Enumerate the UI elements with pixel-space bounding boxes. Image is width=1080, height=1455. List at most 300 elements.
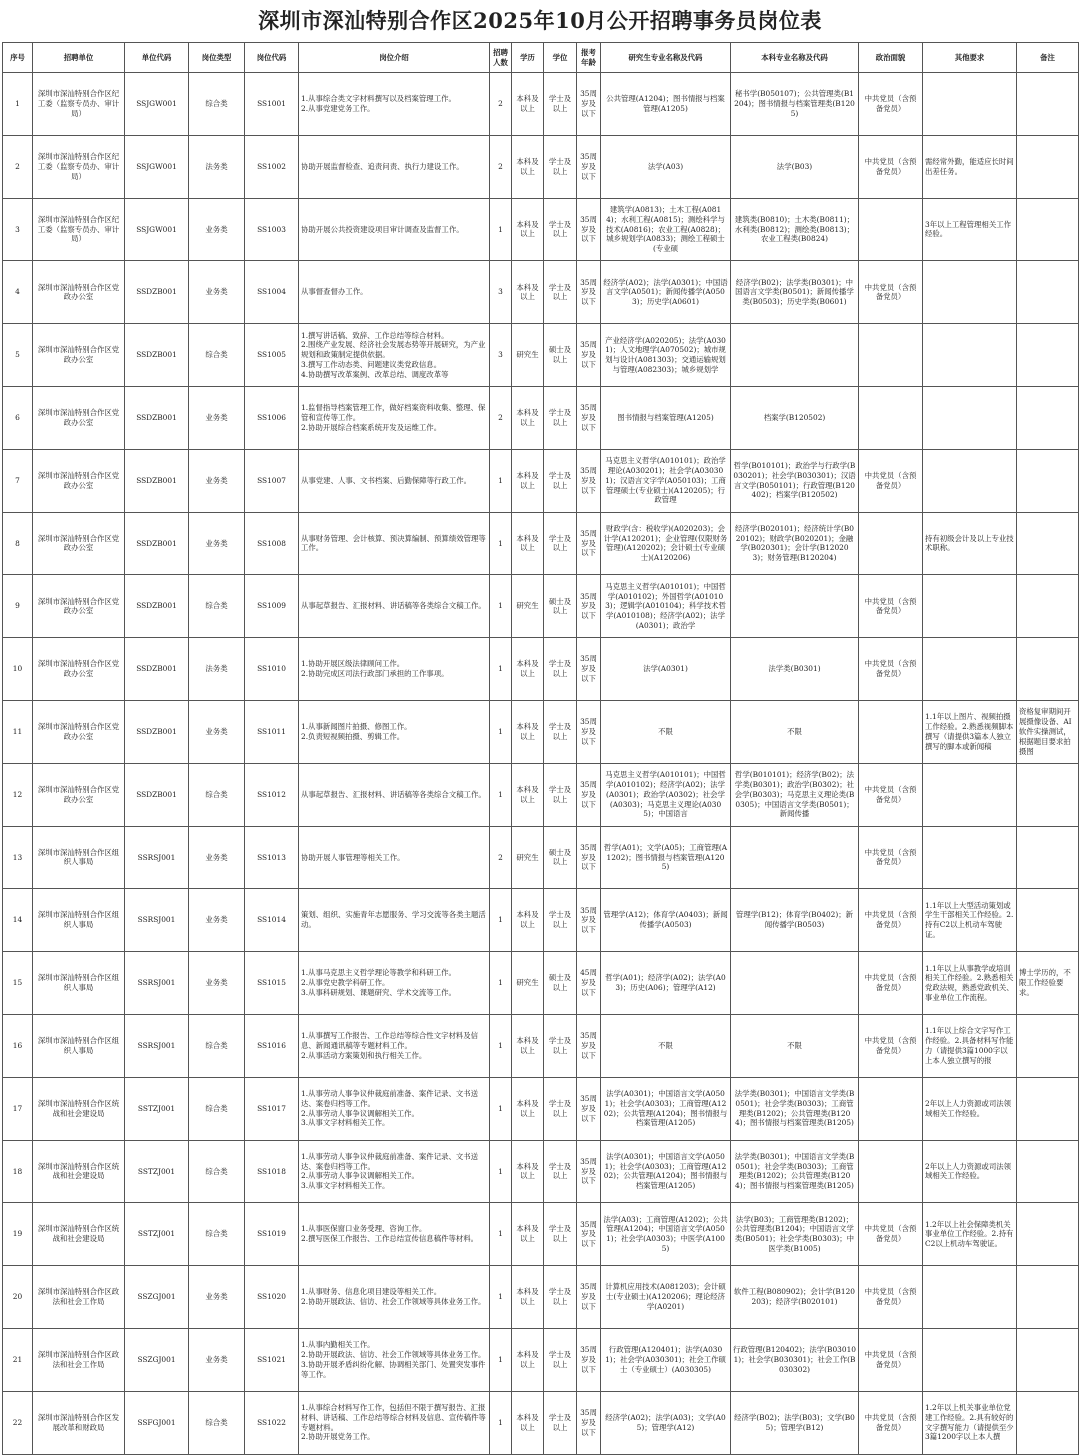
cell-unit: 深圳市深汕特别合作区党政办公室 bbox=[33, 575, 125, 638]
cell-politics: 中共党员（含预备党员） bbox=[859, 1203, 923, 1266]
cell-other-requirements: 持有初级会计及以上专业技术职称。 bbox=[923, 512, 1017, 575]
cell-grad-majors: 法学(A03)；工商管理(A1202)；公共管理(A1204)；中国语言文学(A0501)；社会学(A0303)；中医学(A1005) bbox=[601, 1203, 731, 1266]
cell-undergrad-majors: 经济学(B020101)；经济统计学(B020102)；财政学(B020201)；金融学(B020301)；会计学(B120203)；财务管理(B120204) bbox=[731, 512, 859, 575]
cell-politics: 中共党员（含预备党员） bbox=[859, 889, 923, 952]
cell-grad-majors: 法学(A03) bbox=[601, 135, 731, 198]
table-row bbox=[3, 1391, 1079, 1454]
cell-count: 1 bbox=[490, 638, 512, 701]
duty-line: 4.协助撰写改革案例、改革总结、调度改革等 bbox=[301, 369, 449, 379]
cell-unit: 深圳市深汕特别合作区发展改革和财政局 bbox=[33, 1391, 125, 1454]
cell-other-requirements: 1.2年以上机关事业单位党建工作经验。2.具有较好的文字撰写能力（请提供至少3篇1200字以上本人撰 bbox=[923, 1391, 1017, 1454]
cell-post-code: SS1017 bbox=[245, 1077, 299, 1140]
table-row bbox=[3, 700, 1079, 763]
cell-post-type: 综合类 bbox=[189, 575, 245, 638]
cell-post-code: SS1010 bbox=[245, 638, 299, 701]
duty-line: 2.协助开展党务工作。 bbox=[301, 1432, 375, 1442]
cell-education: 本科及以上 bbox=[512, 1077, 544, 1140]
cell-degree: 硕士及以上 bbox=[544, 952, 577, 1015]
cell-degree: 学士及以上 bbox=[544, 135, 577, 198]
cell-index: 18 bbox=[3, 1140, 33, 1203]
cell-remark: 资格复审期间开展摄像设备、AI软件实操测试，根据题目要求拍摄图 bbox=[1017, 700, 1079, 763]
cell-unit: 深圳市深汕特别合作区党政办公室 bbox=[33, 324, 125, 387]
cell-index: 20 bbox=[3, 1266, 33, 1329]
column-header: 备注 bbox=[1017, 43, 1079, 73]
cell-post-code: SS1004 bbox=[245, 261, 299, 324]
cell-remark bbox=[1017, 449, 1079, 512]
cell-age: 45周岁及以下 bbox=[577, 952, 601, 1015]
cell-grad-majors: 不限 bbox=[601, 700, 731, 763]
cell-other-requirements bbox=[923, 449, 1017, 512]
cell-unit: 深圳市深汕特别合作区纪工委（监察专员办、审计局） bbox=[33, 135, 125, 198]
cell-grad-majors: 哲学(A01)；经济学(A02)；法学(A03)；历史(A06)；管理学(A12) bbox=[601, 952, 731, 1015]
table-row bbox=[3, 638, 1079, 701]
cell-politics: 中共党员（含预备党员） bbox=[859, 1391, 923, 1454]
duty-line: 从事财务管理、会计核算、预决算编制、预算绩效管理等工作。 bbox=[301, 533, 486, 553]
cell-unit-code: SSZGJ001 bbox=[125, 1266, 189, 1329]
cell-count: 1 bbox=[490, 449, 512, 512]
cell-age: 35周岁及以下 bbox=[577, 449, 601, 512]
cell-grad-majors: 法学(A0301)；中国语言文学(A0501)；社会学(A0303)；工商管理(A1202)；公共管理(A1204)；图书情报与档案管理(A1205) bbox=[601, 1140, 731, 1203]
cell-post-code: SS1021 bbox=[245, 1328, 299, 1391]
cell-duties bbox=[299, 700, 490, 763]
cell-index: 8 bbox=[3, 512, 33, 575]
cell-age: 35周岁及以下 bbox=[577, 324, 601, 387]
cell-politics: 中共党员（含预备党员） bbox=[859, 1014, 923, 1077]
cell-politics: 中共党员（含预备党员） bbox=[859, 826, 923, 889]
cell-post-type: 法务类 bbox=[189, 638, 245, 701]
cell-duties bbox=[299, 1077, 490, 1140]
cell-count: 2 bbox=[490, 73, 512, 136]
cell-remark bbox=[1017, 1391, 1079, 1454]
cell-degree: 硕士及以上 bbox=[544, 324, 577, 387]
cell-age: 35周岁及以下 bbox=[577, 763, 601, 826]
cell-post-type: 业务类 bbox=[189, 952, 245, 1015]
duty-line: 1.从事综合材料写作工作，包括但不限于撰写报告、汇报材料、讲话稿、工作总结等综合材料及信息、宣传稿件等专题材料。 bbox=[301, 1403, 486, 1432]
table-body bbox=[3, 73, 1079, 1455]
cell-degree: 学士及以上 bbox=[544, 1203, 577, 1266]
cell-education: 本科及以上 bbox=[512, 1266, 544, 1329]
duty-line: 3.撰写工作动态类、问题建议类党政信息。 bbox=[301, 359, 442, 369]
cell-unit-code: SSTZJ001 bbox=[125, 1140, 189, 1203]
cell-degree: 学士及以上 bbox=[544, 73, 577, 136]
cell-index: 16 bbox=[3, 1014, 33, 1077]
cell-unit-code: SSJGW001 bbox=[125, 135, 189, 198]
cell-grad-majors: 不限 bbox=[601, 1014, 731, 1077]
column-header: 报考年龄 bbox=[577, 43, 601, 73]
cell-post-type: 业务类 bbox=[189, 700, 245, 763]
cell-undergrad-majors: 软件工程(B080902)；会计学(B120203)；经济学(B020101) bbox=[731, 1266, 859, 1329]
cell-other-requirements: 2年以上人力资源或司法领域相关工作经验。 bbox=[923, 1077, 1017, 1140]
cell-education: 本科及以上 bbox=[512, 638, 544, 701]
table-row bbox=[3, 763, 1079, 826]
duty-line: 1.撰写讲话稿、致辞、工作总结等综合材料。 bbox=[301, 330, 449, 340]
cell-other-requirements bbox=[923, 324, 1017, 387]
cell-grad-majors: 管理学(A12)；体育学(A0403)；新闻传播学(A0503) bbox=[601, 889, 731, 952]
cell-undergrad-majors bbox=[731, 826, 859, 889]
cell-undergrad-majors: 法学类(B0301)；中国语言文学类(B0501)；社会学类(B0303)；工商管理类(B1202)；公共管理类(B1204)；图书情报与档案管理类(B1205) bbox=[731, 1077, 859, 1140]
cell-education: 本科及以上 bbox=[512, 449, 544, 512]
cell-grad-majors: 图书情报与档案管理(A1205) bbox=[601, 386, 731, 449]
cell-post-type: 综合类 bbox=[189, 763, 245, 826]
cell-count: 1 bbox=[490, 700, 512, 763]
cell-unit-code: SSDZB001 bbox=[125, 386, 189, 449]
cell-politics bbox=[859, 1077, 923, 1140]
cell-post-code: SS1009 bbox=[245, 575, 299, 638]
cell-count: 1 bbox=[490, 1077, 512, 1140]
cell-count: 2 bbox=[490, 386, 512, 449]
cell-index: 2 bbox=[3, 135, 33, 198]
cell-post-type: 法务类 bbox=[189, 135, 245, 198]
cell-duties bbox=[299, 1014, 490, 1077]
cell-other-requirements: 需经常外勤，能适应长时间出差任务。 bbox=[923, 135, 1017, 198]
cell-politics: 中共党员（含预备党员） bbox=[859, 575, 923, 638]
cell-count: 1 bbox=[490, 512, 512, 575]
cell-other-requirements: 1.2年以上社会保障类机关事业单位工作经验。2.持有C2以上机动车驾驶证。 bbox=[923, 1203, 1017, 1266]
cell-other-requirements bbox=[923, 261, 1017, 324]
cell-index: 15 bbox=[3, 952, 33, 1015]
duty-line: 2.从事劳动人事争议调解相关工作。 bbox=[301, 1171, 419, 1181]
cell-degree: 硕士及以上 bbox=[544, 826, 577, 889]
cell-index: 14 bbox=[3, 889, 33, 952]
table-row bbox=[3, 73, 1079, 136]
cell-duties bbox=[299, 1266, 490, 1329]
duty-line: 1.从事医保窗口业务受理、咨询工作。 bbox=[301, 1224, 427, 1234]
cell-count: 3 bbox=[490, 261, 512, 324]
cell-count: 1 bbox=[490, 1391, 512, 1454]
cell-remark bbox=[1017, 261, 1079, 324]
cell-index: 11 bbox=[3, 700, 33, 763]
cell-remark bbox=[1017, 1203, 1079, 1266]
column-header: 招聘人数 bbox=[490, 43, 512, 73]
cell-unit-code: SSFGJ001 bbox=[125, 1391, 189, 1454]
table-row bbox=[3, 952, 1079, 1015]
column-header: 学位 bbox=[544, 43, 577, 73]
cell-count: 1 bbox=[490, 1203, 512, 1266]
cell-unit: 深圳市深汕特别合作区政法和社会工作局 bbox=[33, 1266, 125, 1329]
cell-remark: 博士学历的，不限工作经验要求。 bbox=[1017, 952, 1079, 1015]
cell-other-requirements: 2年以上人力资源或司法领域相关工作经验。 bbox=[923, 1140, 1017, 1203]
column-header: 研究生专业名称及代码 bbox=[601, 43, 731, 73]
duty-line: 2.从事劳动人事争议调解相关工作。 bbox=[301, 1108, 419, 1118]
cell-duties bbox=[299, 324, 490, 387]
duty-line: 1.从事综合类文字材料撰写以及档案管理工作。 bbox=[301, 94, 456, 104]
duty-line: 从事督查督办工作。 bbox=[301, 287, 368, 297]
cell-degree: 硕士及以上 bbox=[544, 575, 577, 638]
cell-remark bbox=[1017, 1266, 1079, 1329]
table-row bbox=[3, 135, 1079, 198]
cell-unit: 深圳市深汕特别合作区党政办公室 bbox=[33, 638, 125, 701]
cell-remark bbox=[1017, 73, 1079, 136]
cell-index: 13 bbox=[3, 826, 33, 889]
duty-line: 1.监督指导档案管理工作，做好档案资料收集、整理、保管和宣传等工作。 bbox=[301, 403, 486, 422]
cell-post-code: SS1001 bbox=[245, 73, 299, 136]
cell-degree: 学士及以上 bbox=[544, 1328, 577, 1391]
cell-education: 本科及以上 bbox=[512, 1014, 544, 1077]
cell-post-type: 综合类 bbox=[189, 324, 245, 387]
cell-degree: 学士及以上 bbox=[544, 386, 577, 449]
cell-duties bbox=[299, 763, 490, 826]
cell-age: 35周岁及以下 bbox=[577, 1266, 601, 1329]
cell-degree: 学士及以上 bbox=[544, 1391, 577, 1454]
cell-duties bbox=[299, 135, 490, 198]
cell-remark bbox=[1017, 763, 1079, 826]
duty-line: 1.从事新闻图片拍摄、修图工作。 bbox=[301, 722, 412, 732]
cell-age: 35周岁及以下 bbox=[577, 826, 601, 889]
duty-line: 2.从事党史教学科研工作。 bbox=[301, 978, 390, 988]
duty-line: 1.协助开展区级法律顾问工作。 bbox=[301, 659, 405, 669]
duty-line: 3.从事科研规划、课题研究、学术交流等工作。 bbox=[301, 987, 456, 997]
cell-remark bbox=[1017, 826, 1079, 889]
cell-post-code: SS1002 bbox=[245, 135, 299, 198]
cell-post-type: 综合类 bbox=[189, 1203, 245, 1266]
table-row bbox=[3, 198, 1079, 261]
cell-other-requirements bbox=[923, 1328, 1017, 1391]
cell-post-code: SS1016 bbox=[245, 1014, 299, 1077]
cell-grad-majors: 建筑学(A0813)；土木工程(A0814)；水利工程(A0815)；测绘科学与技术(A0816)；农业工程(A0828)；城乡规划学(A0833)；测绘工程硕士(专业硕 bbox=[601, 198, 731, 261]
cell-politics: 中共党员（含预备党员） bbox=[859, 73, 923, 136]
cell-undergrad-majors: 经济学(B02)；法学类(B0301)；中国语言文学类(B0501)；新闻传播学类(B0503)；历史学类(B0601) bbox=[731, 261, 859, 324]
cell-index: 12 bbox=[3, 763, 33, 826]
cell-undergrad-majors: 法学类(B0301) bbox=[731, 638, 859, 701]
cell-unit: 深圳市深汕特别合作区纪工委（监察专员办、审计局） bbox=[33, 73, 125, 136]
cell-remark bbox=[1017, 512, 1079, 575]
cell-degree: 学士及以上 bbox=[544, 1077, 577, 1140]
cell-age: 35周岁及以下 bbox=[577, 512, 601, 575]
cell-unit: 深圳市深汕特别合作区组织人事局 bbox=[33, 889, 125, 952]
cell-duties bbox=[299, 198, 490, 261]
cell-post-code: SS1022 bbox=[245, 1391, 299, 1454]
cell-count: 1 bbox=[490, 763, 512, 826]
cell-count: 1 bbox=[490, 575, 512, 638]
cell-grad-majors: 马克思主义哲学(A010101)；中国哲学(A010102)；外国哲学(A010103)；逻辑学(A010104)；科学技术哲学(A010108)；经济学(A02)；法学(A0301)；政治学 bbox=[601, 575, 731, 638]
table-row bbox=[3, 1266, 1079, 1329]
cell-unit: 深圳市深汕特别合作区组织人事局 bbox=[33, 952, 125, 1015]
column-header: 本科专业名称及代码 bbox=[731, 43, 859, 73]
cell-count: 1 bbox=[490, 198, 512, 261]
cell-duties bbox=[299, 1328, 490, 1391]
table-row bbox=[3, 386, 1079, 449]
duty-line: 2.协助完成区司法行政部门承担的工作事项。 bbox=[301, 669, 449, 679]
column-header: 单位代码 bbox=[125, 43, 189, 73]
cell-undergrad-majors: 法学(B03) bbox=[731, 135, 859, 198]
cell-age: 35周岁及以下 bbox=[577, 700, 601, 763]
cell-undergrad-majors: 档案学(B120502) bbox=[731, 386, 859, 449]
cell-count: 2 bbox=[490, 826, 512, 889]
cell-age: 35周岁及以下 bbox=[577, 1391, 601, 1454]
cell-duties bbox=[299, 73, 490, 136]
cell-politics bbox=[859, 1140, 923, 1203]
cell-politics: 中共党员（含预备党员） bbox=[859, 952, 923, 1015]
cell-index: 9 bbox=[3, 575, 33, 638]
cell-post-type: 业务类 bbox=[189, 826, 245, 889]
cell-post-type: 业务类 bbox=[189, 386, 245, 449]
cell-post-code: SS1006 bbox=[245, 386, 299, 449]
cell-remark bbox=[1017, 324, 1079, 387]
duty-line: 2.协助开展政法、信访、社会工作领域等具体业务工作。 bbox=[301, 1297, 486, 1307]
cell-duties bbox=[299, 1391, 490, 1454]
cell-index: 4 bbox=[3, 261, 33, 324]
cell-unit: 深圳市深汕特别合作区党政办公室 bbox=[33, 512, 125, 575]
duty-line: 2.从事党建党务工作。 bbox=[301, 103, 375, 113]
cell-unit-code: SSDZB001 bbox=[125, 700, 189, 763]
cell-unit-code: SSTZJ001 bbox=[125, 1077, 189, 1140]
cell-unit: 深圳市深汕特别合作区统战和社会建设局 bbox=[33, 1077, 125, 1140]
table-header-row bbox=[3, 43, 1079, 73]
cell-unit: 深圳市深汕特别合作区党政办公室 bbox=[33, 386, 125, 449]
cell-index: 5 bbox=[3, 324, 33, 387]
cell-age: 35周岁及以下 bbox=[577, 1328, 601, 1391]
cell-education: 本科及以上 bbox=[512, 763, 544, 826]
cell-degree: 学士及以上 bbox=[544, 1266, 577, 1329]
cell-index: 3 bbox=[3, 198, 33, 261]
cell-unit-code: SSJGW001 bbox=[125, 198, 189, 261]
cell-degree: 学士及以上 bbox=[544, 261, 577, 324]
cell-grad-majors: 财政学(含：税收学)(A020203)；会计学(A120201)；企业管理(仅限财务管理)(A120202)；会计硕士(专业硕士)(A120206) bbox=[601, 512, 731, 575]
duty-line: 从事起草报告、汇报材料、讲话稿等各类综合文稿工作。 bbox=[301, 789, 486, 799]
cell-post-code: SS1014 bbox=[245, 889, 299, 952]
cell-unit-code: SSJGW001 bbox=[125, 73, 189, 136]
cell-index: 10 bbox=[3, 638, 33, 701]
duty-line: 3.从事文字材料相关工作。 bbox=[301, 1118, 390, 1128]
cell-age: 35周岁及以下 bbox=[577, 1203, 601, 1266]
duty-line: 2.撰写医保工作报告、工作总结宣传信息稿件等材料。 bbox=[301, 1234, 479, 1244]
cell-duties bbox=[299, 638, 490, 701]
table-row bbox=[3, 512, 1079, 575]
cell-other-requirements bbox=[923, 638, 1017, 701]
cell-education: 本科及以上 bbox=[512, 1328, 544, 1391]
table-row bbox=[3, 1328, 1079, 1391]
cell-undergrad-majors: 行政管理(B120402)；法学(B030101)；社会学(B030301)；社会工作(B030302) bbox=[731, 1328, 859, 1391]
table-row bbox=[3, 575, 1079, 638]
cell-post-type: 综合类 bbox=[189, 1391, 245, 1454]
column-header: 岗位介绍 bbox=[299, 43, 490, 73]
cell-degree: 学士及以上 bbox=[544, 638, 577, 701]
cell-post-code: SS1012 bbox=[245, 763, 299, 826]
duty-line: 2.负责短视频拍摄、剪辑工作。 bbox=[301, 731, 405, 741]
cell-unit: 深圳市深汕特别合作区党政办公室 bbox=[33, 763, 125, 826]
cell-age: 35周岁及以下 bbox=[577, 135, 601, 198]
cell-other-requirements bbox=[923, 386, 1017, 449]
duty-line: 2.协助开展综合档案系统开发及运维工作。 bbox=[301, 422, 442, 432]
cell-politics: 中共党员（含预备党员） bbox=[859, 1266, 923, 1329]
cell-undergrad-majors: 不限 bbox=[731, 1014, 859, 1077]
cell-post-code: SS1003 bbox=[245, 198, 299, 261]
cell-education: 本科及以上 bbox=[512, 73, 544, 136]
cell-post-type: 业务类 bbox=[189, 889, 245, 952]
cell-politics: 中共党员（含预备党员） bbox=[859, 261, 923, 324]
cell-education: 研究生 bbox=[512, 575, 544, 638]
cell-grad-majors: 行政管理(A120401)；法学(A0301)；社会学(A030301)；社会工作硕士（专业硕士）(A030305) bbox=[601, 1328, 731, 1391]
cell-post-type: 业务类 bbox=[189, 1328, 245, 1391]
duty-line: 从事起草报告、汇报材料、讲话稿等各类综合文稿工作。 bbox=[301, 601, 486, 611]
cell-age: 35周岁及以下 bbox=[577, 261, 601, 324]
cell-politics: 中共党员（含预备党员） bbox=[859, 135, 923, 198]
cell-age: 35周岁及以下 bbox=[577, 386, 601, 449]
cell-grad-majors: 经济学(A02)；法学(A03)；文学(A05)；管理学(A12) bbox=[601, 1391, 731, 1454]
cell-duties bbox=[299, 952, 490, 1015]
cell-other-requirements bbox=[923, 73, 1017, 136]
job-table bbox=[2, 42, 1079, 1455]
cell-remark bbox=[1017, 889, 1079, 952]
cell-count: 1 bbox=[490, 1328, 512, 1391]
duty-line: 2.协助开展政法、信访、社会工作领域等具体业务工作。 bbox=[301, 1350, 486, 1360]
cell-unit-code: SSRSJ001 bbox=[125, 826, 189, 889]
cell-unit-code: SSDZB001 bbox=[125, 575, 189, 638]
cell-post-code: SS1020 bbox=[245, 1266, 299, 1329]
cell-unit: 深圳市深汕特别合作区党政办公室 bbox=[33, 449, 125, 512]
cell-other-requirements: 1.1年以上大型活动策划或学生干部相关工作经验。2.持有C2以上机动车驾驶证。 bbox=[923, 889, 1017, 952]
cell-post-code: SS1015 bbox=[245, 952, 299, 1015]
cell-age: 35周岁及以下 bbox=[577, 889, 601, 952]
cell-unit-code: SSDZB001 bbox=[125, 512, 189, 575]
cell-unit: 深圳市深汕特别合作区政法和社会工作局 bbox=[33, 1328, 125, 1391]
duty-line: 1.从事撰写工作报告、工作总结等综合性文字材料及信息、新闻通讯稿等专题材料工作。 bbox=[301, 1031, 479, 1050]
cell-post-code: SS1013 bbox=[245, 826, 299, 889]
cell-other-requirements bbox=[923, 826, 1017, 889]
cell-other-requirements: 1.1年以上从事教学或培训相关工作经验。2.熟悉相关党政法规，熟悉党政机关、事业单位工作流程。 bbox=[923, 952, 1017, 1015]
cell-age: 35周岁及以下 bbox=[577, 638, 601, 701]
cell-count: 2 bbox=[490, 135, 512, 198]
cell-index: 7 bbox=[3, 449, 33, 512]
cell-education: 本科及以上 bbox=[512, 889, 544, 952]
column-header: 政治面貌 bbox=[859, 43, 923, 73]
duty-line: 2.围绕产业发展、经济社会发展态势等开展研究，为产业规划和政策制定提供依据。 bbox=[301, 340, 486, 360]
cell-unit: 深圳市深汕特别合作区统战和社会建设局 bbox=[33, 1203, 125, 1266]
cell-grad-majors: 经济学(A02)；法学(A0301)；中国语言文学(A0501)；新闻传播学(A0503)；历史学(A0601) bbox=[601, 261, 731, 324]
cell-grad-majors: 马克思主义哲学(A010101)；中国哲学(A010102)；经济学(A02)；法学(A0301)；政治学(A0302)；社会学(A0303)；马克思主义理论(A0305)；中国语言 bbox=[601, 763, 731, 826]
duty-line: 协助开展人事管理等相关工作。 bbox=[301, 852, 405, 862]
cell-other-requirements bbox=[923, 1266, 1017, 1329]
cell-index: 21 bbox=[3, 1328, 33, 1391]
cell-age: 35周岁及以下 bbox=[577, 1077, 601, 1140]
cell-duties bbox=[299, 889, 490, 952]
cell-grad-majors: 公共管理(A1204)；图书情报与档案管理(A1205) bbox=[601, 73, 731, 136]
cell-unit-code: SSZGJ001 bbox=[125, 1328, 189, 1391]
cell-post-type: 综合类 bbox=[189, 1140, 245, 1203]
column-header: 招聘单位 bbox=[33, 43, 125, 73]
cell-degree: 学士及以上 bbox=[544, 449, 577, 512]
cell-politics bbox=[859, 700, 923, 763]
cell-undergrad-majors: 法学类(B0301)；中国语言文学类(B0501)；社会学类(B0303)；工商管理类(B1202)；公共管理类(B1204)；图书情报与档案管理类(B1205) bbox=[731, 1140, 859, 1203]
cell-remark bbox=[1017, 135, 1079, 198]
cell-undergrad-majors: 建筑类(B0810)；土木类(B0811)；水利类(B0812)；测绘类(B0813)；农业工程类(B0824) bbox=[731, 198, 859, 261]
table-row bbox=[3, 1140, 1079, 1203]
cell-post-type: 业务类 bbox=[189, 261, 245, 324]
cell-remark bbox=[1017, 386, 1079, 449]
cell-remark bbox=[1017, 1328, 1079, 1391]
column-header: 序号 bbox=[3, 43, 33, 73]
cell-undergrad-majors: 秘书学(B050107)；公共管理类(B1204)；图书情报与档案管理类(B1205) bbox=[731, 73, 859, 136]
cell-age: 35周岁及以下 bbox=[577, 1014, 601, 1077]
cell-unit: 深圳市深汕特别合作区组织人事局 bbox=[33, 826, 125, 889]
duty-line: 协助开展监督检查、追责问责、执行力建设工作。 bbox=[301, 161, 464, 171]
cell-politics: 中共党员（含预备党员） bbox=[859, 638, 923, 701]
cell-age: 35周岁及以下 bbox=[577, 575, 601, 638]
cell-undergrad-majors: 管理学(B12)；体育学(B0402)；新闻传播学(B0503) bbox=[731, 889, 859, 952]
cell-post-code: SS1007 bbox=[245, 449, 299, 512]
cell-remark bbox=[1017, 1014, 1079, 1077]
duty-line: 1.从事劳动人事争议仲裁庭前准备、案件记录、文书送达、案卷归档等工作。 bbox=[301, 1151, 479, 1171]
duty-line: 1.从事内勤相关工作。 bbox=[301, 1340, 375, 1350]
table-row bbox=[3, 449, 1079, 512]
duty-line: 协助开展公共投资建设项目审计调查及监督工作。 bbox=[301, 224, 464, 234]
cell-politics bbox=[859, 324, 923, 387]
cell-education: 研究生 bbox=[512, 826, 544, 889]
cell-education: 本科及以上 bbox=[512, 261, 544, 324]
cell-index: 22 bbox=[3, 1391, 33, 1454]
cell-age: 35周岁及以下 bbox=[577, 1140, 601, 1203]
cell-index: 6 bbox=[3, 386, 33, 449]
